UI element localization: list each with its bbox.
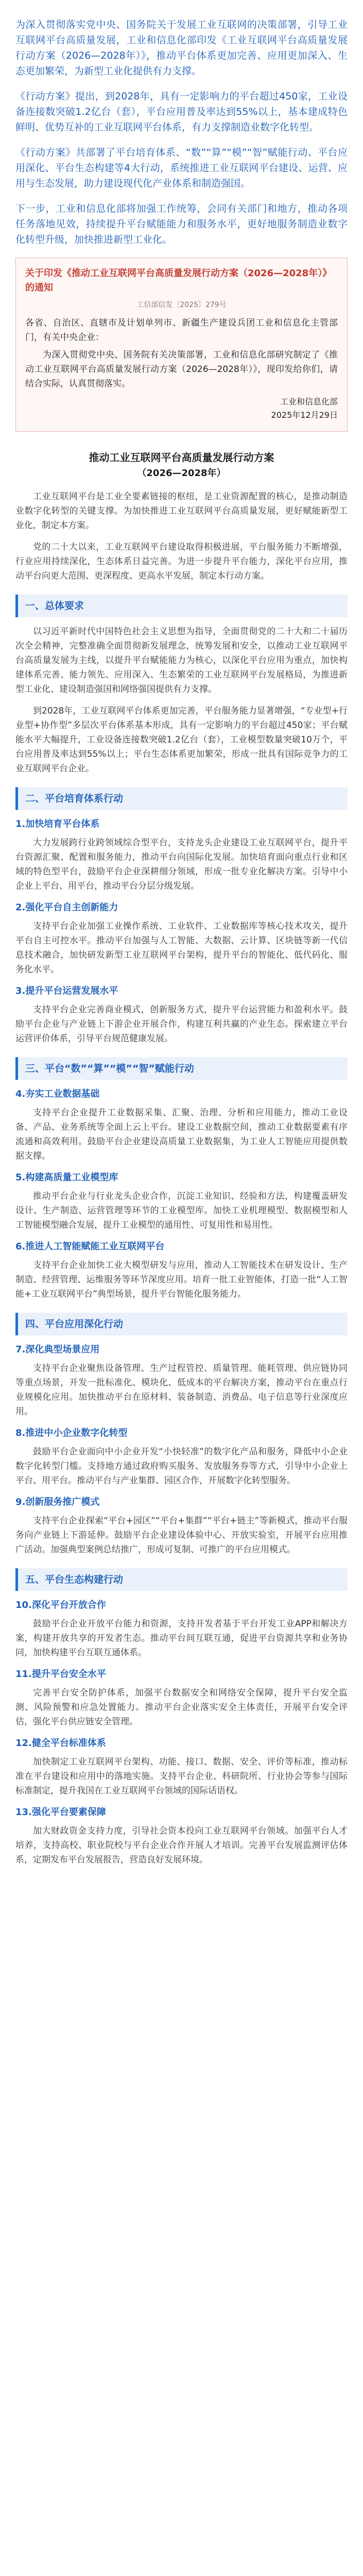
section-heading: 五、平台生态构建行动 [15,1568,348,1591]
plan-title: 推动工业互联网平台高质量发展行动方案 [89,451,274,464]
subsection-paragraph: 支持平台企业加强工业操作系统、工业软件、工业数据库等核心技术攻关，提升平台自主可控水平。推动平台加强与人工智能、大数据、云计算、区块链等新一代信息技术融合，加快研发新型工业互联网平台架构，提升平台的智能化、低代码化、服务化水平。 [15,921,348,975]
subsection-paragraph: 大力发展跨行业跨领域综合型平台，支持龙头企业建设工业互联网平台，提升平台资源汇聚、配置和服务能力，推动平台向国际化发展。加快培育面向重点行业和区域的特色型平台，鼓励平台企业深耕细分领域，形成一批专业化解决方案。引导中小企业上平台、用平台，推动平台分层分级发展。 [15,838,348,891]
intro-paragraph: 下一步，工业和信息化部将加强工作统筹，会同有关部门和地方，推动各项任务落地见效，持续提升平台赋能能力和服务水平，更好地服务制造业数字化转型升级，加快推进新型工业化。 [15,203,348,245]
subsection-title: 9.创新服务推广模式 [15,1497,100,1507]
subsection-title: 12.健全平台标准体系 [15,1738,106,1749]
subsection-title: 6.推进人工智能赋能工业互联网平台 [15,1241,165,1252]
section-heading: 四、平台应用深化行动 [15,1313,348,1335]
notice-body: 为深入贯彻党中央、国务院有关决策部署，工业和信息化部研究制定了《推动工业互联网平台高质量发展行动方案（2026—2028年）》，现印发给你们，请结合实际，认真贯彻落实。 [25,350,338,389]
subsection-paragraph: 推动平台企业与行业龙头企业合作，沉淀工业知识、经验和方法，构建覆盖研发设计、生产制造、运营管理等环节的工业模型库。加快工业机理模型、数据模型和人工智能模型融合发展，提升工业模型的通用性、可复用性和易用性。 [15,1191,348,1230]
subsection-paragraph: 支持平台企业完善商业模式，创新服务方式，提升平台运营能力和盈利水平。鼓励平台企业与产业链上下游企业开展合作，构建互利共赢的产业生态。探索建立平台运营评价体系，引导平台规范健康发展。 [15,1005,348,1044]
intro-paragraph: 《行动方案》共部署了平台培育体系、“数”“算”“模”“智”赋能行动、平台应用深化、平台生态构建等4大行动，系统推进工业互联网平台建设、运营、应用与生态发展，助力建设现代化产业体系和制造强国。 [15,147,348,189]
section-heading: 三、平台“数”“算”“模”“智”赋能行动 [15,1057,348,1080]
section-paragraph: 以习近平新时代中国特色社会主义思想为指导，全面贯彻党的二十大和二十届历次全会精神，完整准确全面贯彻新发展理念，统筹发展和安全，以推动工业互联网平台高质量发展为主线，以提升平台赋能能力为核心，以深化平台应用为重点，加快构建体系完善、能力领先、应用深入、生态繁荣的工业互联网平台发展格局，为推进新型工业化、建设制造强国和网络强国提供有力支撑。 [15,626,348,694]
notice-sign-date: 2025年12月29日 [271,410,338,420]
subsection-paragraph: 加大财政资金支持力度，引导社会资本投向工业互联网平台领域。加强平台人才培养，支持高校、职业院校与平台企业合作开展人才培训。完善平台发展监测评估体系，定期发布平台发展报告，营造良好发展环境。 [15,1826,348,1865]
subsection-title: 1.加快培育平台体系 [15,819,100,829]
notice-box [15,258,348,432]
notice-sign-org: 工业和信息化部 [280,397,338,406]
plan-subtitle: （2026—2028年） [137,468,226,479]
section-paragraph: 到2028年，工业互联网平台体系更加完善，平台服务能力显著增强，“专业型+行业型+协作型”多层次平台体系基本形成，具有一定影响力的平台超过450家；平台赋能水平大幅提升，工业设备连接数突破1.2亿台（套），工业模型数量突破10万个，平台应用普及率达到55%以上；平台生态体系更加繁荣，形成一批具有国际竞争力的工业互联网平台企业。 [15,706,348,774]
subsection-title: 13.强化平台要素保障 [15,1807,106,1818]
section-heading: 二、平台培育体系行动 [15,787,348,810]
subsection-title: 2.强化平台自主创新能力 [15,902,118,913]
intro-section [15,17,348,247]
notice-title: 关于印发《推动工业互联网平台高质量发展行动方案（2026—2028年）》的通知 [25,268,332,293]
notice-salutation: 各省、自治区、直辖市及计划单列市、新疆生产建设兵团工业和信息化主管部门，有关中央企业： [25,318,338,343]
subsection-title: 3.提升平台运营发展水平 [15,986,118,996]
subsection-title: 10.深化平台开放合作 [15,1600,106,1611]
subsection-paragraph: 支持平台企业聚焦设备管理、生产过程管控、质量管理、能耗管理、供应链协同等重点场景，开发一批标准化、模块化、低成本的平台解决方案，推动平台在重点行业规模化应用。加快推动平台在原材料、装备制造、消费品、电子信息等行业深度应用。 [15,1363,348,1417]
notice-doc-number: 工信部信发〔2025〕279号 [136,301,227,309]
section-heading: 一、总体要求 [15,595,348,617]
plan-intro-paragraph: 工业互联网平台是工业全要素链接的枢纽，是工业资源配置的核心，是推动制造业数字化转型的关键支撑。为加快推进工业互联网平台高质量发展，更好赋能新型工业化，制定本方案。 [15,492,348,531]
subsection-title: 11.提升平台安全水平 [15,1669,106,1680]
subsection-title: 4.夯实工业数据基础 [15,1089,100,1099]
subsection-title: 8.推进中小企业数字化转型 [15,1428,128,1438]
subsection-paragraph: 加快制定工业互联网平台架构、功能、接口、数据、安全、评价等标准，推动标准在平台建设和应用中的落地实施。支持平台企业、科研院所、行业协会等参与国际标准制定，提升我国在工业互联网平台领域的国际话语权。 [15,1757,348,1796]
subsection-paragraph: 鼓励平台企业面向中小企业开发“小快轻准”的数字化产品和服务，降低中小企业数字化转型门槛。支持地方通过政府购买服务、发放服务券等方式，引导中小企业上平台、用平台。推动平台与产业集群、园区合作，开展数字化转型服务。 [15,1447,348,1486]
subsection-paragraph: 支持平台企业探索“平台+园区”“平台+集群”“平台+链主”等新模式，推动平台服务向产业链上下游延伸。鼓励平台企业建设体验中心、开放实验室，开展平台应用推广活动。加强典型案例总结推广，形成可复制、可推广的平台应用模式。 [15,1516,348,1555]
intro-paragraph: 为深入贯彻落实党中央、国务院关于发展工业互联网的决策部署，引导工业互联网平台高质量发展，工业和信息化部印发《工业互联网平台高质量发展行动方案（2026—2028年）》，推动平台体系更加完善、应用更加深入、生态更加繁荣，为新型工业化提供有力支撑。 [15,19,348,77]
subsection-title: 5.构建高质量工业模型库 [15,1172,118,1183]
subsection-paragraph: 鼓励平台企业开放平台能力和资源，支持开发者基于平台开发工业APP和解决方案，构建开放共享的开发者生态。推动平台间互联互通，促进平台资源共享和业务协同，加快构建平台互联互通体系。 [15,1619,348,1658]
subsection-paragraph: 完善平台安全防护体系，加强平台数据安全和网络安全保障，提升平台安全监测、风险预警和应急处置能力。推动平台企业落实安全主体责任，开展平台安全评估，强化平台供应链安全管理。 [15,1688,348,1727]
plan-intro-paragraph: 党的二十大以来，工业互联网平台建设取得积极进展，平台服务能力不断增强，行业应用持续深化，生态体系日益完善。为进一步提升平台能力，深化平台应用，推动平台向更大范围、更深程度、更高水平发展，制定本行动方案。 [15,542,348,581]
subsection-paragraph: 支持平台企业加快工业大模型研发与应用，推动人工智能技术在研发设计、生产制造、经营管理、运维服务等环节深度应用。培育一批工业智能体，打造一批“人工智能+工业互联网平台”典型场景，提升平台智能化服务能力。 [15,1260,348,1299]
intro-paragraph: 《行动方案》提出，到2028年，具有一定影响力的平台超过450家，工业设备连接数突破1.2亿台（套），平台应用普及率达到55%以上，基本建成特色鲜明、优势互补的工业互联网平台体系，有力支撑制造业数字化转型。 [15,91,348,133]
subsection-paragraph: 支持平台企业提升工业数据采集、汇聚、治理、分析和应用能力，推动工业设备、产品、业务系统等全面上云上平台。建设工业数据空间，推动工业数据要素有序流通和高效利用。鼓励平台企业建设高质量工业数据集，为工业人工智能应用提供数据支撑。 [15,1108,348,1161]
subsection-title: 7.深化典型场景应用 [15,1344,100,1355]
